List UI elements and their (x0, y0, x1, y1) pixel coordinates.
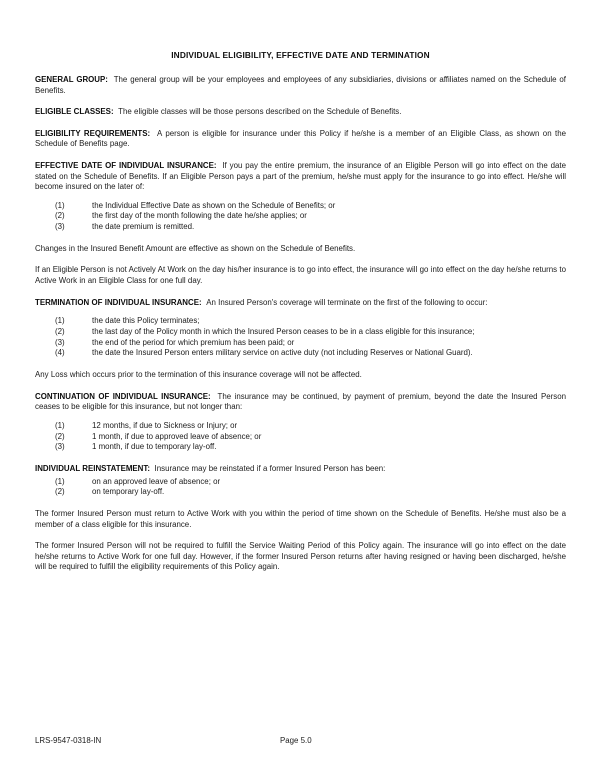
list-text: on an approved leave of absence; or (92, 476, 221, 486)
paragraph-changes: Changes in the Insured Benefit Amount are effective as shown on the Schedule of Benefits. (35, 243, 356, 253)
list-marker: (3) (55, 337, 65, 347)
termination-list (35, 316, 566, 359)
list-item (35, 211, 566, 222)
list-item (35, 338, 566, 349)
list-marker: (2) (55, 431, 65, 441)
list-text: the date premium is remitted. (92, 222, 195, 232)
reinstatement-body: Insurance may be reinstated if a former Insured Person has been: (154, 463, 386, 473)
list-item (35, 432, 566, 443)
list-marker: (2) (55, 326, 65, 336)
list-marker: (4) (55, 348, 65, 358)
list-item (35, 487, 566, 498)
list-marker: (1) (55, 420, 65, 430)
effective-date-body: If you pay the entire premium, the insurance of an Eligible Person will go into effect on the date stated on the Schedule of Benefits. If an Eligible Person pays a part of the premium, he/she must apply for the insurance to go into effect. He/she will become insured on the later of: (35, 160, 566, 192)
list-item (35, 327, 566, 338)
eligible-classes-body: The eligible classes will be those persons described on the Schedule of Benefits. (118, 107, 402, 117)
list-marker: (1) (55, 476, 65, 486)
list-text: the first day of the month following the date he/she applies; or (92, 211, 307, 221)
list-marker: (3) (55, 442, 65, 452)
section-termination (35, 298, 566, 309)
section-general-group (35, 75, 566, 96)
reinstatement-list (35, 477, 566, 498)
list-text: the date the Insured Person enters military service on active duty (not including Reserves or National Guard). (92, 348, 473, 358)
section-eligibility-requirements (35, 129, 566, 150)
list-text: the last day of the Policy month in which the Insured Person ceases to be in a class eligible for this insurance; (92, 326, 475, 336)
list-marker: (2) (55, 211, 65, 221)
paragraph-return-to-work: The former Insured Person must return to Active Work with you within the period of time shown on the Schedule of Benefits. He/she must also be a member of a class eligible for this insurance. (35, 508, 566, 529)
general-group-heading: GENERAL GROUP: (35, 75, 108, 84)
paragraph-not-actively-at-work: If an Eligible Person is not Actively At Work on the day his/her insurance is to go into effect, the insurance will go into effect on the day he/she returns to Active Work in an Eligible Class for one full day. (35, 265, 566, 286)
paragraph-service-waiting-period: The former Insured Person will not be required to fulfill the Service Waiting Period of this Policy again. The insurance will go into effect on the date he/she returns to Active Work for one full day. However, if the former Insured Person returns after having resigned or having been discharged, he/she will be required to fulfill the eligibility requirements of this Policy again. (35, 541, 566, 572)
list-item (35, 222, 566, 233)
general-group-body: The general group will be your employees and employees of any subsidiaries, divisions or affiliates named on the Schedule of Benefits. (35, 75, 566, 95)
section-effective-date (35, 161, 566, 193)
list-text: the date this Policy terminates; (92, 316, 200, 326)
page-title: INDIVIDUAL ELIGIBILITY, EFFECTIVE DATE AND TERMINATION (171, 50, 430, 60)
list-marker: (2) (55, 487, 65, 497)
list-marker: (1) (55, 200, 65, 210)
reinstatement-heading: INDIVIDUAL REINSTATEMENT: (35, 463, 150, 473)
list-marker: (1) (55, 316, 65, 326)
continuation-body: The insurance may be continued, by payment of premium, beyond the date the Insured Person ceases to be eligible for this insurance, but not longer than: (35, 391, 566, 412)
list-marker: (3) (55, 222, 65, 232)
document-body (35, 50, 566, 584)
list-text: the Individual Effective Date as shown on the Schedule of Benefits; or (92, 200, 336, 210)
list-text: 1 month, if due to approved leave of absence; or (92, 431, 262, 441)
paragraph-any-loss: Any Loss which occurs prior to the termination of this insurance coverage will not be affected. (35, 370, 362, 380)
list-text: the end of the period for which premium has been paid; or (92, 337, 295, 347)
continuation-heading: CONTINUATION OF INDIVIDUAL INSURANCE: (35, 391, 211, 401)
eligible-classes-heading: ELIGIBLE CLASSES: (35, 107, 114, 117)
continuation-list (35, 421, 566, 453)
effective-date-heading: EFFECTIVE DATE OF INDIVIDUAL INSURANCE: (35, 160, 217, 170)
termination-body: An Insured Person's coverage will terminate on the first of the following to occur: (206, 297, 488, 307)
list-item (35, 348, 566, 359)
footer-page-number: Page 5.0 (280, 736, 312, 745)
list-item (35, 442, 566, 453)
termination-heading: TERMINATION OF INDIVIDUAL INSURANCE: (35, 297, 202, 307)
effective-date-list (35, 201, 566, 233)
eligibility-requirements-heading: ELIGIBILITY REQUIREMENTS: (35, 128, 151, 138)
list-item (35, 421, 566, 432)
section-continuation (35, 392, 566, 413)
eligibility-requirements-body: A person is eligible for insurance under this Policy if he/she is a member of an Eligible Class, as shown on the Schedule of Benefits page. (35, 128, 567, 149)
list-text: 1 month, if due to temporary lay-off. (92, 442, 217, 452)
list-item (35, 201, 566, 212)
list-text: on temporary lay-off. (92, 487, 165, 497)
section-reinstatement (35, 464, 566, 475)
list-item (35, 477, 566, 488)
footer-form-number: LRS-9547-0318-IN (35, 736, 102, 745)
list-text: 12 months, if due to Sickness or Injury; or (92, 420, 238, 430)
section-eligible-classes (35, 107, 566, 118)
list-item (35, 316, 566, 327)
